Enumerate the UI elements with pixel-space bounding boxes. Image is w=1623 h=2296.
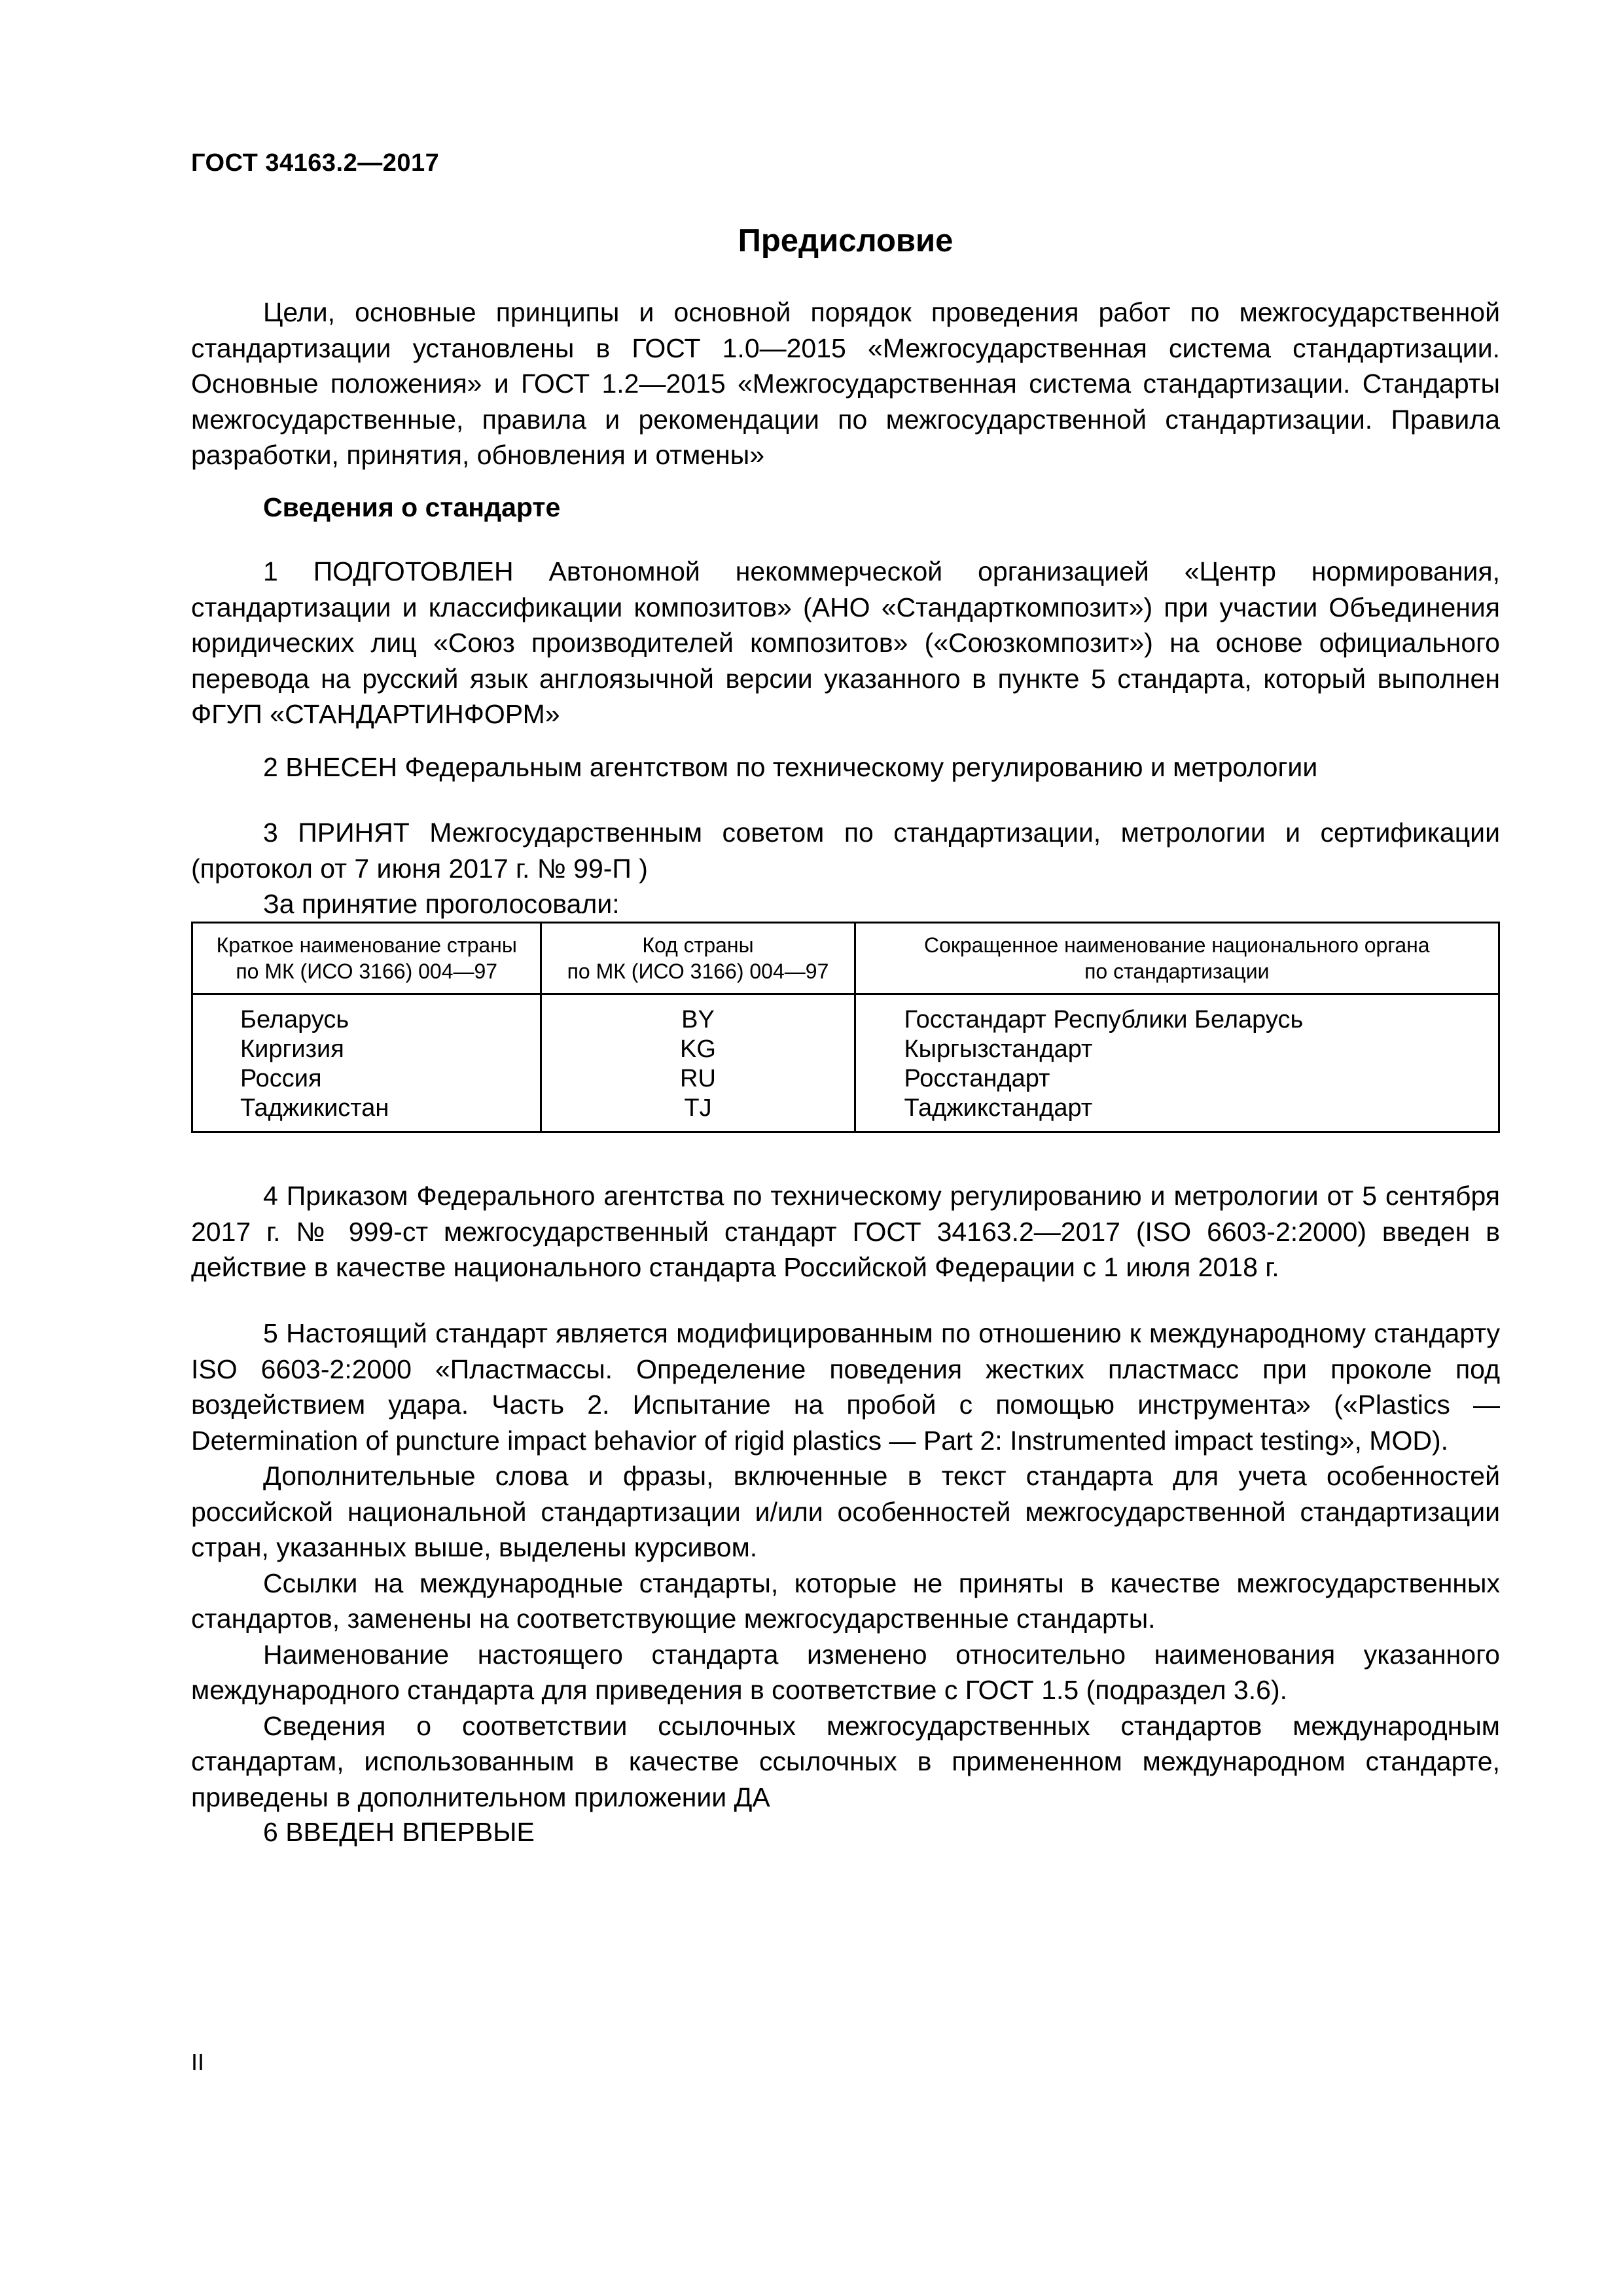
intro-block bbox=[191, 295, 1500, 473]
item-modified: 5 Настоящий стандарт является модифицированным по отношению к международному стандарту ISO 6603-2:2000 «Пластмассы. Определение поведения жестких пластмасс при проколе под воздействием удара. Часть 2. Испытание на пробой с помощью инструмента» («Plastics — Determination of puncture impact behavior of rigid plastics — Part 2: Instrumented impact testing», MOD). bbox=[191, 1318, 1500, 1456]
table-cell-body: Таджикстандарт bbox=[904, 1094, 1093, 1122]
item-3-block bbox=[191, 815, 1500, 922]
intro-paragraph: Цели, основные принципы и основной порядок проведения работ по межгосударственной стандартизации установлены в ГОСТ 1.0—2015 «Межгосударственная система стандартизации. Основные положения» и ГОСТ 1.2—2015 «Межгосударственная система стандартизации. Стандарты межгосударственные, правила и рекомендации по межгосударственной стандартизации. Правила разработки, принятия, обновления и отмены» bbox=[191, 297, 1500, 470]
table-cell-code: TJ bbox=[684, 1094, 712, 1122]
item-2-block bbox=[191, 749, 1500, 785]
item-4-block bbox=[191, 1178, 1500, 1285]
page-number: II bbox=[191, 2049, 205, 2075]
table-cell-country: Таджикистан bbox=[240, 1094, 389, 1122]
item-5-block bbox=[191, 1316, 1500, 1815]
item-1-block bbox=[191, 554, 1500, 732]
section-heading-block bbox=[191, 490, 1500, 525]
table-cell-country: Беларусь bbox=[240, 1006, 349, 1033]
code-column bbox=[541, 994, 855, 1132]
table-cell-body: Росстандарт bbox=[904, 1065, 1050, 1092]
voting-table bbox=[191, 922, 1500, 1133]
header-body-line2: по стандартизации bbox=[1084, 960, 1270, 983]
item-order: 4 Приказом Федерального агентства по техническому регулированию и метрологии от 5 сентября 2017 г. № 999-ст межгосударственный стандарт ГОСТ 34163.2—2017 (ISO 6603-2:2000) введен в действие в качестве национального стандарта Российской Федерации с 1 июля 2018 г. bbox=[191, 1181, 1500, 1282]
item-introduced-by: 2 ВНЕСЕН Федеральным агентством по техническому регулированию и метрологии bbox=[263, 752, 1318, 782]
item-first-time: 6 ВВЕДЕН ВПЕРВЫЕ bbox=[263, 1817, 535, 1847]
voting-table-body-row bbox=[192, 994, 1499, 1132]
table-cell-country: Россия bbox=[240, 1065, 322, 1092]
voted-label: За принятие проголосовали: bbox=[263, 889, 620, 919]
header-code-line2: по МК (ИСО 3166) 004—97 bbox=[567, 960, 829, 983]
table-cell-country: Киргизия bbox=[240, 1035, 344, 1063]
header-body bbox=[855, 923, 1499, 994]
section-heading: Сведения о стандарте bbox=[263, 492, 561, 522]
document-code: ГОСТ 34163.2—2017 bbox=[191, 149, 440, 177]
note-refs: Ссылки на международные стандарты, которые не приняты в качестве межгосударственных стандартов, заменены на соответствующие межгосударственные стандарты. bbox=[191, 1568, 1500, 1634]
note-annex: Сведения о соответствии ссылочных межгосударственных стандартов международным стандартам, использованным в качестве ссылочных в примененном международном стандарте, приведены в дополнительном приложении ДА bbox=[191, 1710, 1500, 1812]
page-title: Предисловие bbox=[738, 223, 954, 259]
note-italic: Дополнительные слова и фразы, включенные в текст стандарта для учета особенностей российской национальной стандартизации и/или особенностей межгосударственной стандартизации стран, указанных выше, выделены курсивом. bbox=[191, 1461, 1500, 1562]
header-country bbox=[192, 923, 541, 994]
table-cell-body: Кыргызстандарт bbox=[904, 1035, 1093, 1063]
header-code bbox=[541, 923, 855, 994]
header-body-line1: Сокращенное наименование национального органа bbox=[923, 933, 1430, 957]
item-6-block bbox=[191, 1814, 1500, 1850]
table-cell-body: Госстандарт Республики Беларусь bbox=[904, 1006, 1304, 1033]
body-column bbox=[855, 994, 1499, 1132]
header-code-line1: Код страны bbox=[642, 933, 754, 957]
table-cell-code: BY bbox=[681, 1006, 715, 1033]
table-cell-code: RU bbox=[680, 1065, 716, 1092]
country-column bbox=[192, 994, 541, 1132]
table-cell-code: KG bbox=[680, 1035, 716, 1063]
item-adopted: 3 ПРИНЯТ Межгосударственным советом по стандартизации, метрологии и сертификации (протокол от 7 июня 2017 г. № 99-П ) bbox=[191, 817, 1500, 884]
header-country-line2: по МК (ИСО 3166) 004—97 bbox=[236, 960, 498, 983]
item-prepared: 1 ПОДГОТОВЛЕН Автономной некоммерческой организацией «Центр нормирования, стандартизации и классификации композитов» (АНО «Стандарткомпозит») при участии Объединения юридических лиц «Союз производителей композитов» («Союзкомпозит») на основе официального перевода на русский язык англоязычной версии указанного в пункте 5 стандарта, который выполнен ФГУП «СТАНДАРТИНФОРМ» bbox=[191, 556, 1500, 729]
voting-table-header-row bbox=[192, 923, 1499, 994]
header-country-line1: Краткое наименование страны bbox=[216, 933, 517, 957]
note-name: Наименование настоящего стандарта изменено относительно наименования указанного международного стандарта для приведения в соответствие с ГОСТ 1.5 (подраздел 3.6). bbox=[191, 1639, 1500, 1705]
